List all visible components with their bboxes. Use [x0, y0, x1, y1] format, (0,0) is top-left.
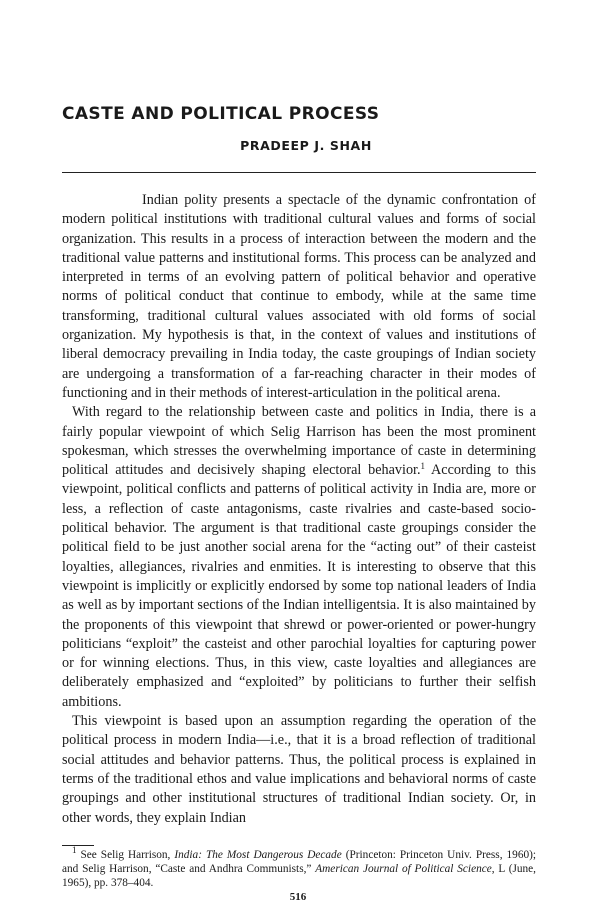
footnote-text: (Princeton: Princeton Univ. Press, 1960); and Selig Harrison, “Caste and Andhra Communists,”	[62, 849, 537, 875]
paragraph-text: According to this viewpoint, political conflicts and patterns of political activity in India are, more or less, a reflection of caste antagonisms, caste rivalries and caste-based socio-political behavior. The argument is that traditional caste groupings consider the political field to be just another social arena for the “acting out” of their casteist loyalties, allegiances, rivalries and enmities. It is interesting to observe that this viewpoint is implicitly or explicitly endorsed by some top national leaders of India as well as by important sections of the Indian intelligentsia. It is also maintained by the proponents of this viewpoint that shrewd or power-oriented or power-hungry politicians “exploit” the casteist and other parochial loyalties for capturing power or for winning elections. Thus, in this view, caste loyalties and allegiances are deliberately emphasized and “exploited” by politicians to further their selfish ambitions.	[62, 462, 536, 710]
body-paragraph-2	[62, 403, 536, 712]
article-author: PRADEEP J. SHAH	[240, 138, 372, 153]
body-paragraph-3: This viewpoint is based upon an assumption regarding the operation of the political process in modern India—i.e., that it is a broad reflection of traditional social attitudes and behavior patterns. Thus, the political process is explained in terms of the traditional ethos and value implications and behavioral norms of caste groupings and other institutional structures of traditional Indian society. Or, in other words, they explain Indian	[62, 713, 536, 826]
footnote-rule	[62, 845, 94, 846]
footnote-book-title: India: The Most Dangerous Decade	[174, 849, 342, 861]
title-rule	[62, 172, 536, 173]
paragraph-text: With regard to the relationship between caste and politics in India, there is a fairly popular viewpoint of which Selig Harrison has been the most prominent spokesman, which stresses the overwhelming importance of caste in determining political attitudes and decisively shaping electoral behavior.	[62, 404, 536, 479]
footnote-journal-title: American Journal of Political Science	[315, 863, 492, 875]
footnote-text: See Selig Harrison,	[76, 849, 175, 861]
article-body	[62, 191, 536, 828]
body-paragraph: Indian polity presents a spectacle of the dynamic confrontation of modern political institutions with traditional cultural values and forms of social organization. This results in a process of interaction between the modern and the traditional value patterns and institutional forms. This process can be analyzed and interpreted in terms of an evolving pattern of political behavior and operative norms of political conduct that continue to embody, while at the same time transforming, traditional cultural values associated with old forms of social organization. My hypothesis is that, in the context of values and institutions of liberal democracy prevailing in India today, the caste groupings of Indian society are undergoing a transformation of a far-reaching character in their modes of functioning and in their methods of interest-articulation in the political arena.	[62, 192, 536, 401]
footnote	[62, 845, 537, 890]
footnote-marker: 1	[72, 845, 77, 855]
footnote-text: , L (June, 1965), pp. 378–404.	[62, 863, 536, 889]
footnote-reference: 1	[420, 461, 426, 472]
page-number: 516	[289, 891, 307, 903]
article-title: CASTE AND POLITICAL PROCESS	[62, 104, 380, 124]
